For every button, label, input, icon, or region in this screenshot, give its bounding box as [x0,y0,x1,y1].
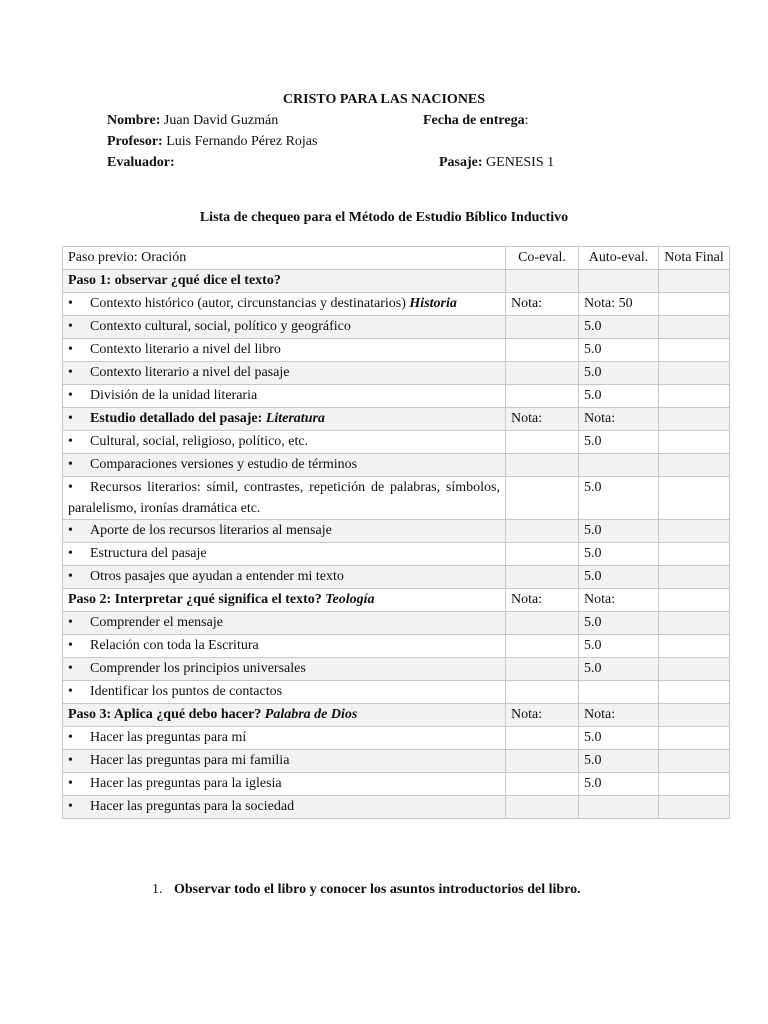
instruction-text: Observar todo el libro y conocer los asuntos introductorios del libro. [174,882,581,897]
fecha-colon: : [524,113,529,128]
bullet-icon: • [68,546,73,561]
pasaje-value: GENESIS 1 [486,155,555,170]
table-row: • Contexto cultural, social, político y geográfico 5.0 [63,316,730,339]
fecha-line [423,113,529,129]
checklist-subtitle: Lista de chequeo para el Método de Estudio Bíblico Inductivo [199,210,569,225]
table-row: • Hacer las preguntas para mí 5.0 [63,727,730,750]
header-paso-previo: Paso previo: Oración [63,247,506,270]
bullet-icon: • [68,342,73,357]
bullet-icon: • [68,296,73,311]
bullet-icon: • [68,569,73,584]
bullet-icon: • [68,411,73,426]
table-row: • Estudio detallado del pasaje: Literatura Nota: Nota: [63,408,730,431]
auto-eval-cell: Nota: 50 [579,293,659,316]
table-row: • Hacer las preguntas para la sociedad [63,796,730,819]
bullet-icon: • [68,684,73,699]
table-row: • División de la unidad literaria 5.0 [63,385,730,408]
table-row: • Contexto literario a nivel del libro 5.0 [63,339,730,362]
auto-eval-cell: 5.0 [579,339,659,362]
bullet-icon: • [68,480,73,495]
profesor-line [107,134,317,150]
checklist-table [62,246,730,819]
co-eval-cell: Nota: [506,589,579,612]
fecha-label: Fecha de entrega [423,113,525,128]
co-eval-cell: Nota: [506,704,579,727]
header-nota-final: Nota Final [659,247,730,270]
table-row: • Cultural, social, religioso, político, etc. 5.0 [63,431,730,454]
bullet-icon: • [68,434,73,449]
auto-eval-cell: Nota: [579,589,659,612]
table-row: • Estructura del pasaje 5.0 [63,543,730,566]
auto-eval-cell: 5.0 [579,635,659,658]
bullet-icon: • [68,661,73,676]
bullet-icon: • [68,319,73,334]
profesor-label: Profesor: [107,134,163,149]
auto-eval-cell: 5.0 [579,750,659,773]
profesor-value: Luis Fernando Pérez Rojas [166,134,318,149]
bullet-icon: • [68,388,73,403]
table-row: • Hacer las preguntas para la iglesia 5.0 [63,773,730,796]
header-co-eval: Co-eval. [506,247,579,270]
bullet-icon: • [68,776,73,791]
auto-eval-cell: 5.0 [579,543,659,566]
auto-eval-cell: 5.0 [579,520,659,543]
table-row: • Hacer las preguntas para mi familia 5.0 [63,750,730,773]
numbered-instruction [152,882,581,898]
table-row: • Aporte de los recursos literarios al mensaje 5.0 [63,520,730,543]
auto-eval-cell: 5.0 [579,316,659,339]
bullet-icon: • [68,615,73,630]
auto-eval-cell: 5.0 [579,362,659,385]
table-row: • Identificar los puntos de contactos [63,681,730,704]
header-auto-eval: Auto-eval. [579,247,659,270]
auto-eval-cell: 5.0 [579,612,659,635]
auto-eval-cell: 5.0 [579,727,659,750]
table-row: • Recursos literarios: símil, contrastes, repetición de palabras, símbolos, paralelismo, ironías dramática etc. 5.0 [63,477,730,520]
bullet-icon: • [68,365,73,380]
paso2-label: Paso 2: Interpretar ¿qué significa el texto? [68,592,326,607]
auto-eval-cell: 5.0 [579,385,659,408]
bullet-icon: • [68,638,73,653]
bullet-icon: • [68,457,73,472]
table-header-row [63,247,730,270]
table-row: • Comprender el mensaje 5.0 [63,612,730,635]
table-row: • Contexto histórico (autor, circunstancias y destinatarios) Historia Nota: Nota: 50 [63,293,730,316]
auto-eval-cell: 5.0 [579,658,659,681]
nombre-line [107,113,278,129]
bullet-icon: • [68,523,73,538]
paso3-label: Paso 3: Aplica ¿qué debo hacer? [68,707,265,722]
list-number: 1. [152,882,163,897]
document-title: CRISTO PARA LAS NACIONES [282,92,486,107]
table-row: • Comparaciones versiones y estudio de términos [63,454,730,477]
nombre-label: Nombre: [107,113,161,128]
bullet-icon: • [68,730,73,745]
evaluador-label: Evaluador: [107,155,175,170]
auto-eval-cell: 5.0 [579,431,659,454]
paso3-row: Paso 3: Aplica ¿qué debo hacer? Palabra de Dios Nota: Nota: [63,704,730,727]
table-row: • Comprender los principios universales 5.0 [63,658,730,681]
auto-eval-cell: Nota: [579,704,659,727]
co-eval-cell: Nota: [506,293,579,316]
auto-eval-cell: 5.0 [579,773,659,796]
table-row: • Contexto literario a nivel del pasaje 5.0 [63,362,730,385]
bullet-icon: • [68,753,73,768]
paso1-row [63,270,730,293]
table-row: • Relación con toda la Escritura 5.0 [63,635,730,658]
evaluador-line [107,155,175,171]
paso2-row: Paso 2: Interpretar ¿qué significa el texto? Teología Nota: Nota: [63,589,730,612]
auto-eval-cell: 5.0 [579,477,659,520]
bullet-icon: • [68,799,73,814]
pasaje-line [439,155,554,171]
auto-eval-cell: 5.0 [579,566,659,589]
paso1-label: Paso 1: observar ¿qué dice el texto? [68,273,281,288]
auto-eval-cell: Nota: [579,408,659,431]
nombre-value: Juan David Guzmán [163,113,279,128]
co-eval-cell: Nota: [506,408,579,431]
pasaje-label: Pasaje: [439,155,483,170]
table-row: • Otros pasajes que ayudan a entender mi texto 5.0 [63,566,730,589]
